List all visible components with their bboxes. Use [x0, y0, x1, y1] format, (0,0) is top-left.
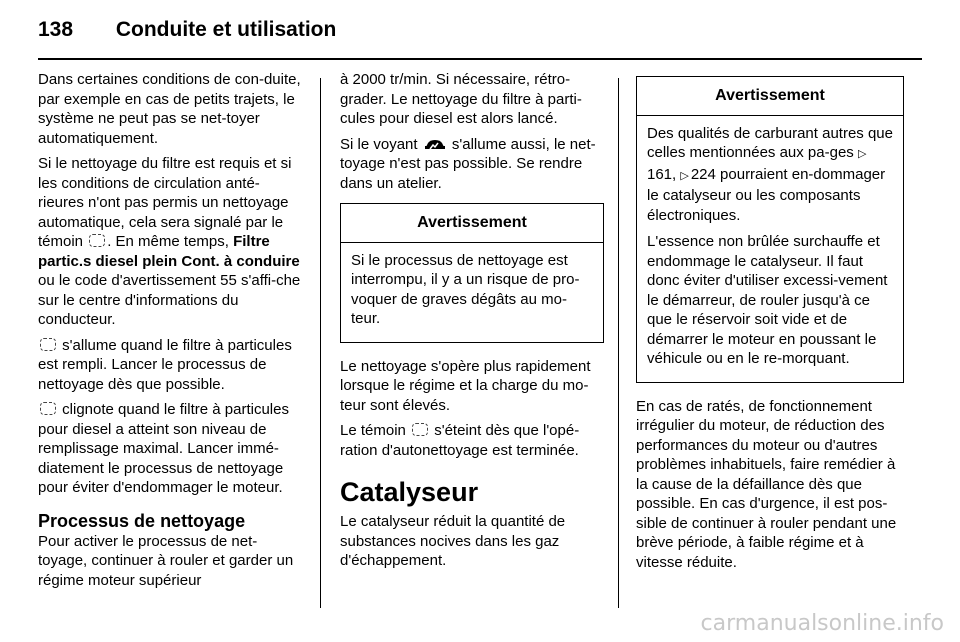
paragraph: Le témoin s'éteint dès que l'opé-ration d'autonettoyage est terminée. [340, 422, 580, 459]
column-divider [618, 78, 619, 608]
warning-box [340, 203, 604, 343]
page-reference-arrow-icon: ▷ [857, 148, 867, 160]
page-number: 138 [38, 18, 74, 41]
diesel-particle-filter-icon [40, 338, 56, 351]
paragraph: s'allume quand le filtre à particules est rempli. Lancer le processus de nettoyage dès que possible. [38, 336, 292, 393]
warning-title: Avertissement [637, 77, 903, 116]
subheading-cleaning-process: Processus de nettoyage [38, 510, 246, 531]
diesel-particle-filter-icon [89, 234, 105, 247]
column-1 [38, 70, 304, 596]
diesel-particle-filter-icon [412, 423, 428, 436]
column-3 [636, 70, 904, 578]
column-2 [340, 70, 604, 577]
page-header [38, 18, 336, 42]
column-divider [320, 78, 321, 608]
section-title: Conduite et utilisation [115, 18, 337, 41]
paragraph: Le nettoyage s'opère plus rapidement lorsque le régime et la charge du mo-teur sont élevés. [340, 357, 591, 414]
warning-title: Avertissement [341, 204, 603, 243]
paragraph: Dans certaines conditions de con-duite, par exemple en cas de petits trajets, le système ne peut pas se net-toyer automatiquement. [38, 71, 301, 147]
dpf-message: Filtre partic.s diesel plein Cont. à conduire [38, 233, 300, 270]
paragraph: clignote quand le filtre à particules pour diesel a atteint son niveau de remplissage maximal. Lancer immé-diatement le processus de nettoyage pour éviter d'endommager le moteur. [38, 401, 289, 496]
header-rule [38, 58, 922, 60]
warning-text: Si le processus de nettoyage est interrompu, il y a un risque de pro-voquer de graves dégâts au mo-teur. [351, 251, 580, 327]
diesel-particle-filter-icon [40, 402, 56, 415]
paragraph: à 2000 tr/min. Si nécessaire, rétro-grader. Le nettoyage du filtre à parti-cules pour diesel est alors lancé. [340, 71, 582, 127]
watermark: carmanualsonline.info [700, 611, 944, 636]
paragraph: Si le nettoyage du filtre est requis et si les conditions de circulation anté-rieures n'ont pas permis un nettoyage automatique, cela sera signalé par le témoin . En même temps, Filtre partic.s diesel plein Cont. à conduire ou le code d'avertissement 55 s'affi-che sur le centre d'informations du conducteur. [38, 155, 301, 328]
paragraph: Le catalyseur réduit la quantité de substances nocives dans les gaz d'échappement. [340, 513, 566, 569]
paragraph: Si le voyant s'allume aussi, le net-toyage n'est pas possible. Se rendre dans un atelier. [340, 135, 596, 192]
page-reference-arrow-icon: ▷ [680, 169, 689, 182]
warning-text: Des qualités de carburant autres que celles mentionnées aux pa-ges ▷161, ▷ 224 pourraient en-dommager le catalyseur ou les composants électroniques. [647, 124, 893, 224]
paragraph: En cas de ratés, de fonctionnement irrégulier du moteur, de réduction des performances du moteur ou d'autres problèmes inhabituels, faire remédier à la cause de la défaillance dès que possible. En cas d'urgence, il est pos-sible de continuer à rouler pendant une brève période, à faible régime et à vitesse réduite. [636, 397, 897, 571]
warning-text: L'essence non brûlée surchauffe et endommage le catalyseur. Il faut donc éviter d'utiliser excessi-vement le démarreur, de rouler jusqu'à ce que le réservoir soit vide et de démarrer le moteur en poussant le véhicule ou en le re-morquant. [647, 233, 888, 367]
warning-box [636, 76, 904, 383]
service-vehicle-icon [424, 139, 446, 151]
heading-catalyseur: Catalyseur [340, 477, 479, 507]
paragraph: Pour activer le processus de net-toyage, continuer à rouler et garder un régime moteur supérieur [38, 532, 294, 589]
